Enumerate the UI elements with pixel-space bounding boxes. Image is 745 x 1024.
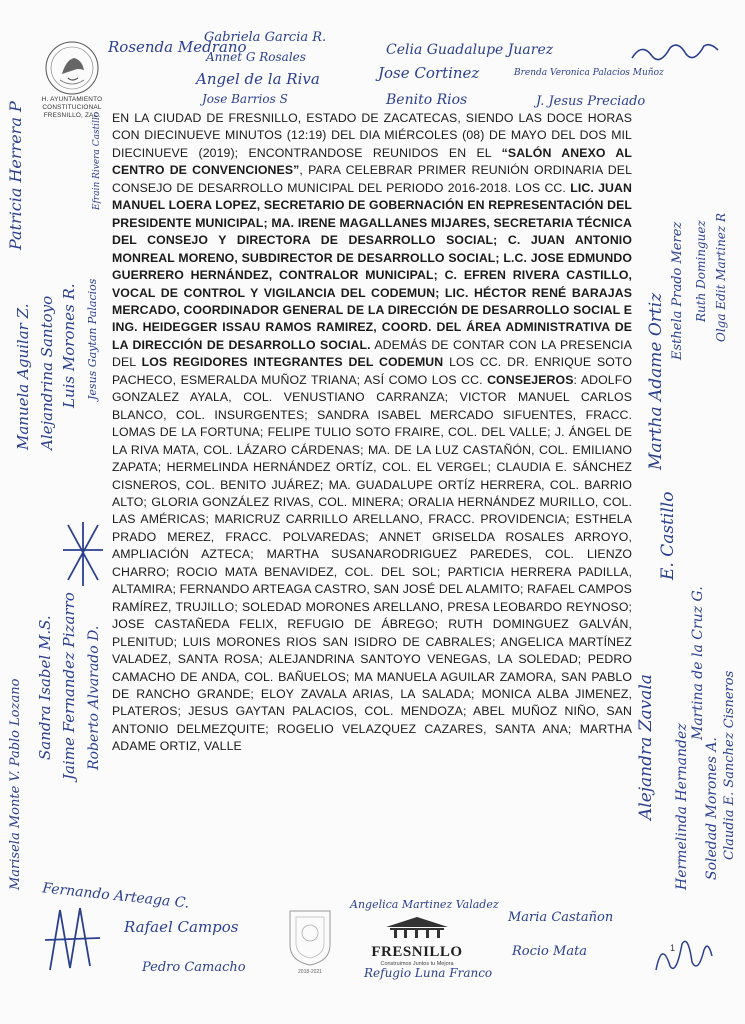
signature-bottom-4: Angelica Martinez Valadez: [350, 898, 499, 911]
body-text-run: LIC. JUAN MANUEL LOERA LOPEZ, SECRETARIO DE GOBERNACIÓN EN REPRESENTACIÓN DEL PRESIDENTE MUNICIPAL; MA. IRENE MAGALLANES MIJARES, SECRETARIA TÉCNICA DEL CONSEJO Y DIRECTORA DE DESARROLLO SOCIAL; C. JUAN ANTONIO MONREAL MORENO, SUBDIRECTOR DE DESARROLLO SOCIAL; L.C. JOSE EDMUNDO GUERRERO HERNÁNDEZ, CONTRALOR MUNICIPAL; C. EFREN RIVERA CASTILLO, VOCAL DE CONTROL Y VIGILANCIA DEL CODEMUN; LIC. HÉCTOR RENÉ BARAJAS MERCADO, COORDINADOR GENERAL DE LA DIRECCIÓN DE DESARROLLO SOCIAL E ING. HEIDEGGER ISSAU RAMOS RAMIREZ, COORD. DEL ÁREA ADMINISTRATIVA DE LA DIRECCIÓN DE DESARROLLO SOCIAL.: [112, 180, 632, 352]
signature-top-4: Celia Guadalupe Juarez: [386, 42, 554, 58]
body-text-run: , PARA CELEBRAR PRIMER REUNIÓN ORDINARIA DEL CONSEJO DE DESARROLLO MUNICIPAL DEL PERIODO 2016-2018. LOS CC.: [112, 163, 633, 195]
signature-top-2: Gabriela Garcia R.: [204, 30, 327, 45]
signature-right-3: Ruth Dominguez: [694, 220, 708, 322]
signature-right-9: Soledad Morones A.: [704, 737, 720, 880]
signature-left-7: Marisela Monte V. Pablo Lozano: [8, 678, 23, 890]
signature-top-1: Rosenda Medrano: [108, 38, 247, 56]
signature-scribble-bottom-right: [652, 930, 714, 978]
signature-right-10: Claudia E. Sanchez Cisneros: [722, 670, 737, 860]
seal-label-1: H. AYUNTAMIENTO: [41, 96, 103, 103]
signature-scribble-top-right: [630, 38, 720, 68]
signature-left-6: Efrain Rivera Castillo: [92, 111, 102, 210]
seal-label-2: CONSTITUCIONAL: [42, 104, 102, 111]
signature-bottom-5: Refugio Luna Franco: [364, 966, 493, 980]
stamp-year: 2018-2021: [298, 969, 322, 975]
signature-scribble-bottom-left: [40, 900, 110, 975]
mexican-coat-of-arms-icon: [44, 40, 100, 96]
signature-scribble-left: [58, 520, 108, 590]
signature-right-6: Alejandra Zavala: [636, 674, 656, 820]
seal-label-3: FRESNILLO, ZAC.: [43, 112, 101, 119]
signature-right-5: E. Castillo: [658, 491, 678, 580]
body-text-run: : ADOLFO GONZALEZ AYALA, COL. VENUSTIANO CARRANZA; VICTOR MANUEL CARLOS BLANCO, COL. INSURGENTES; SANDRA ISABEL MERCADO SIFUENTES, FRACC. LOMAS DE LA FORTUNA; FELIPE TULIO SOTO FRAIRE, COL. DEL VALLE; J. ÁNGEL DE LA RIVA MATA, COL. LÁZARO CÁRDENAS; MA. DE LA LUZ CASTAÑÓN, COL. EMILIANO ZAPATA; HERMELINDA HERNÁNDEZ ORTÍZ, COL. EL VERGEL; CLAUDIA E. SÁNCHEZ CISNEROS, COL. BENITO JUÁREZ; MA. GUADALUPE ORTÍZ HERRERA, COL. BARRIO ALTO; GLORIA GONZÁLEZ RIVAS, COL. MINERA; ORALIA HERNÁNDEZ MURILLO, COL. LAS AMÉRICAS; MARICRUZ CARRILLO ARELLANO, FRACC. PROVIDENCIA; ESTHELA PRADO MEREZ, FRACC. POLVAREDAS; ANNET GRISELDA ROSALES ARROYO, AMPLIACIÓN AZTECA; MARTHA SUSANARODRIGUEZ PAREDES, COL. LIENZO CHARRO; ROCIO MATA BENAVIDEZ, COL. DEL SOL; PARTICIA HERRERA PADILLA, ALTAMIRA; FERNANDO ARTEAGA CASTRO, SAN JOSÉ DEL ALAMITO; RAFAEL CAMPOS RAMÍREZ, TRUJILLO; SOLEDAD MORONES ARELLANO, PRESA LEOBARDO REYNOSO; JOSE CASTAÑEDA FELIX, REFUGIO DE ÁBREGO; RUTH DOMINGUEZ GALVÁN, PLENITUD; LUIS MORONES RIOS SAN ISIDRO DE CABRALES; ANGELICA MARTÍNEZ VALADEZ, SANTA ROSA; ALEJANDRINA SANTOYO VENEGAS, LA SOLEDAD; PEDRO CAMACHO DE ANDA, COL. BAÑUELOS; MA MANUELA AGUILAR ZAMORA, SAN PABLO DE RANCHO GRANDE; ELOY ZAVALA ARIAS, LA SALADA; MONICA ALBA JIMENEZ, PLATEROS; JESUS GAYTAN PALACIOS, COL. MENDOZA; ABEL MUÑOZ NIÑO, SAN ANTONIO DELMEZQUITE; ROGELIO VELAZQUEZ CAZARES, SANTA ANA; MARTHA ADAME ORTIZ, VALLE: [112, 372, 632, 754]
signature-top-5: Jose Cortinez: [378, 64, 480, 82]
fresnillo-logo: [357, 915, 477, 967]
logo-tagline: Construimos Juntos tu Mejora: [380, 961, 454, 967]
signature-bottom-6: Maria Castañon: [508, 910, 614, 925]
signature-right-4: Olga Edit Martinez R: [714, 212, 728, 342]
signature-top-8: Jose Barrios S: [202, 92, 288, 106]
signature-left-9: Jaime Fernandez Pizarro: [60, 592, 78, 780]
signature-bottom-3: Pedro Camacho: [142, 960, 246, 975]
signature-left-2: Manuela Aguilar Z.: [14, 303, 32, 450]
body-text-run: LOS CC. DR. ENRIQUE SOTO PACHECO, ESMERALDA MUÑOZ TRIANA; ASÍ COMO LOS CC.: [112, 355, 632, 387]
body-text-run: CONSEJEROS: [487, 372, 574, 387]
signature-top-6: Brenda Veronica Palacios Muñoz: [514, 68, 664, 78]
signature-bottom-7: Rocio Mata: [512, 944, 588, 959]
document-body-text: [112, 110, 632, 756]
signature-top-3: Annet G Rosales: [206, 50, 306, 64]
signature-top-9: Benito Rios: [386, 92, 468, 108]
body-text-run: EN LA CIUDAD DE FRESNILLO, ESTADO DE ZACATECAS, SIENDO LAS DOCE HORAS CON DIECINUEVE MINUTOS (12:19) DEL DIA MIÉRCOLES (08) DE MAYO DEL DOS MIL DIECINUEVE (2019); ENCONTRANDOSE REUNIDOS EN EL: [112, 111, 632, 160]
signature-left-4: Luis Morones R.: [60, 283, 78, 408]
signature-left-5: Jesus Gaytan Palacios: [86, 278, 99, 400]
signature-bottom-1: Fernando Arteaga C.: [41, 880, 191, 912]
municipal-stamp: [284, 905, 336, 980]
signature-left-3: Alejandrina Santoyo: [38, 295, 56, 450]
page-number: 1: [670, 943, 676, 953]
signature-right-2: Esthela Prado Merez: [670, 221, 685, 360]
municipal-seal: [32, 40, 112, 120]
signature-right-1: Martha Adame Ortiz: [646, 292, 666, 470]
signature-top-10: J. Jesus Preciado: [536, 94, 646, 109]
signature-left-1: Patricia Herrera P: [6, 101, 25, 250]
body-text-run: LOS REGIDORES INTEGRANTES DEL CODEMUN: [141, 355, 444, 370]
body-text-run: “SALÓN ANEXO AL CENTRO DE CONVENCIONES”: [112, 145, 633, 178]
municipal-stamp-icon: [284, 905, 336, 967]
signature-left-8: Sandra Isabel M.S.: [36, 615, 54, 760]
signature-right-7: Hermelinda Hernandez: [674, 723, 690, 890]
signature-top-7: Angel de la Riva: [196, 70, 320, 88]
signature-right-8: Martina de la Cruz G.: [690, 586, 706, 740]
signature-left-10: Roberto Alvarado D.: [86, 625, 102, 770]
signature-bottom-2: Rafael Campos: [124, 918, 239, 936]
body-text-run: ADEMÁS DE CONTAR CON LA PRESENCIA DEL: [112, 337, 632, 370]
logo-title: FRESNILLO: [371, 944, 463, 960]
fresnillo-building-icon: [382, 915, 452, 939]
